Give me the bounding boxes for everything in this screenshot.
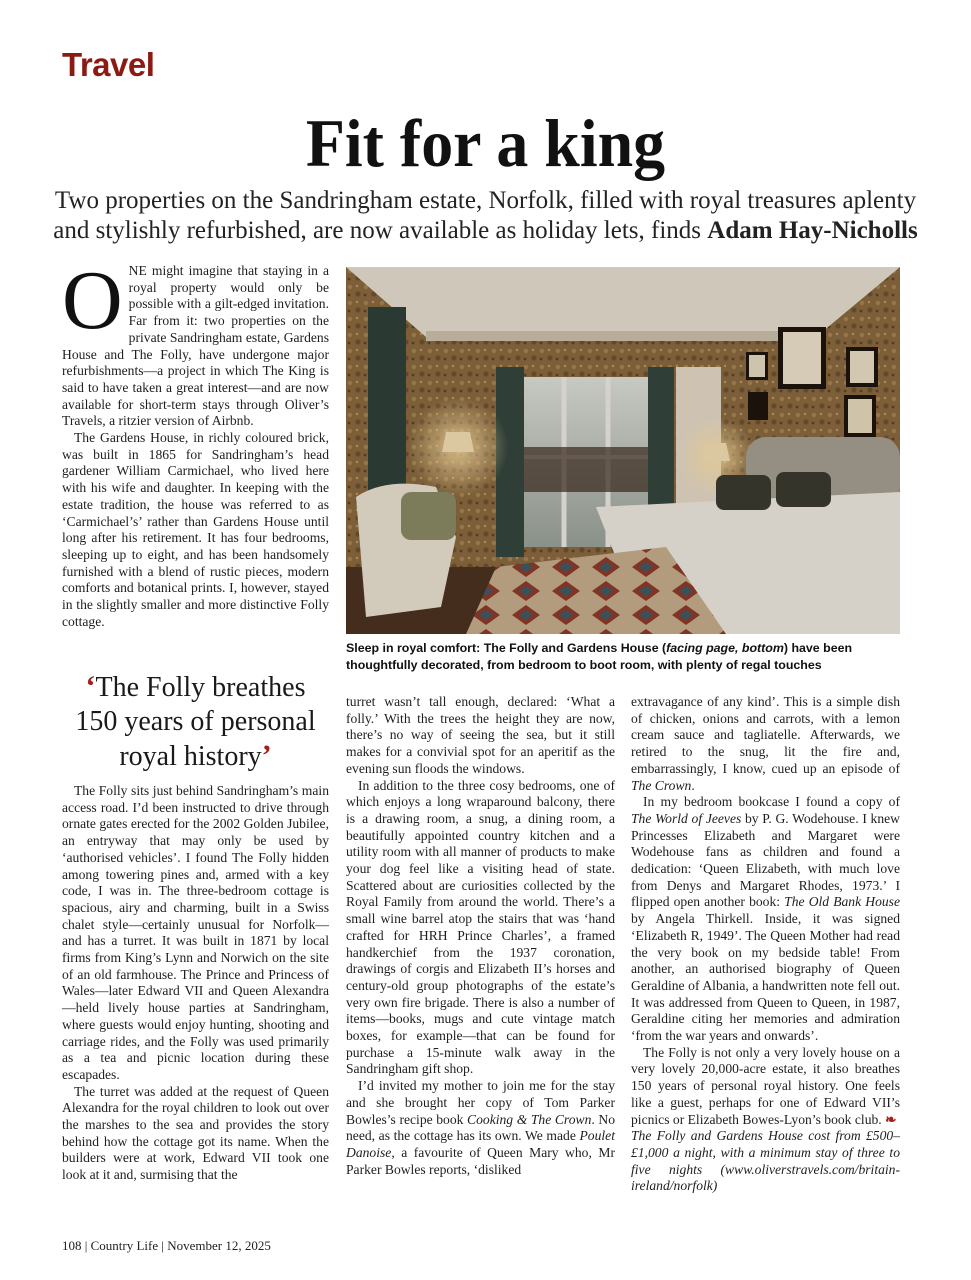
snug-paragraph [631, 694, 900, 794]
page-footer: 108 | Country Life | November 12, 2025 [62, 1238, 271, 1253]
gardens-house-paragraph: The Gardens House, in richly coloured brick, was built in 1865 for Sandringham’s head gardener William Carmichael, who lived here with his wife and daughter. In keeping with the estate tradition, the house was referred to as ‘Carmichael’s’ rather than Gardens House until long after his retirement. It has four bedrooms, sleeping up to eight, and has been handsomely furnished with a blend of rustic pieces, modern comforts and botanical prints. I, however, stayed in the slightly smaller and more distinctive Folly cottage. [62, 430, 329, 629]
cooking-paragraph [346, 1078, 615, 1178]
text-run: extravagance of any kind’. This is a simple dish of chicken, onions and carrots, with a lemon cream sauce and tagliatelle. Afterwards, we retired to the snug, lit the fire and, embarrassingly, I know, cued up an episode of [631, 694, 900, 776]
standfirst [50, 186, 921, 246]
book-title: The Old Bank House [784, 894, 900, 910]
drop-cap: O [62, 254, 123, 347]
turret-paragraph: The turret was added at the request of Queen Alexandra for the royal children to look out over the marshes to the sea and provides the story behind how the cottage got its name. When the builders were at work, Edward VII took one look at it and, surmising that the [62, 1083, 329, 1183]
text-run: by Angela Thirkell. Inside, it was signed ‘Elizabeth R, 1949’. The Queen Mother had read the very book on my bedside table! From another, an authorised biography of Queen Geraldine of Albania, a handwritten note fell out. It was addressed from Queen to Queen, in 1987, Geraldine citing her memories and admiration ‘from the war years and onwards’. [631, 911, 900, 1044]
photo-caption [346, 640, 906, 674]
folly-location-paragraph: The Folly sits just behind Sandringham’s main access road. I’d been instructed to drive through ornate gates erected for the 2002 Golden Jubilee, an entryway that may only be used by ‘authorised vehicles’. I found The Folly hidden among towering pines and, armed with a key code, I was in. The three-bedroom cottage is spacious, airy and charming, built in a Swiss chalet style—certainly unusual for Norfolk—and has a turret. It was built in 1871 by local firms from King’s Lynn and Norwich on the site of an old farmhouse. The Prince and Princess of Wales—later Edward VII and Queen Alexandra—held lively house parties at Sandringham, where guests would enjoy hunting, shooting and carriage rides, and the Folly was used primarily as a tea and picnic location during these escapades. [62, 783, 329, 1082]
book-title: The World of Jeeves [631, 810, 742, 826]
text-run: by P. G. Wodehouse. I knew Princesses Elizabeth and Margaret were Wodehouse fans as children and found a dedication: ‘Queen Elizabeth, with much love from Denys and Margaret Rhodes, 1973.’ I flipped open another book: [631, 810, 900, 910]
pull-quote-text: The Folly breathes 150 years of personal royal history [75, 672, 316, 772]
text-run: In my bedroom bookcase I found a copy of [643, 794, 900, 810]
close-quote-mark: ’ [261, 739, 272, 772]
text-run: , a favourite of Queen Mary who, Mr Parker Bowles reports, ‘disliked [346, 1144, 615, 1177]
end-mark-icon: ❧ [885, 1111, 897, 1127]
intro-paragraph [62, 254, 329, 430]
text-run: . No need, as the cottage has its own. We made [346, 1111, 615, 1144]
standfirst-text: Two properties on the Sandringham estate, Norfolk, filled with royal treasures aplenty and stylishly refurbished, are now available as holiday lets, finds [53, 187, 917, 244]
byline: Adam Hay-Nicholls [707, 217, 918, 244]
folly-name-paragraph: turret wasn’t tall enough, declared: ‘What a folly.’ With the trees the height they are now, there’s no way of seeing the sea, but it still makes for a convivial spot for an aperitif as the evening sun floods the windows. [346, 694, 615, 776]
headline: Fit for a king [305, 105, 666, 181]
intro-text: NE might imagine that staying in a royal property would only be possible with a gilt-edged invitation. Far from it: two properties on the private Sandringham estate, Gardens House and The Folly, have undergone major refurbishments—a project in which The King is said to have taken a great interest—and are now available for short-term stays through Oliver’s Travels, a ritzier version of Airbnb. [62, 263, 329, 429]
text-run: The Folly is not only a very lovely house on a very lovely 20,000-acre estate, it also breathes 150 years of personal royal history. One feels like a guest, perhaps for one of Edward VII’s picnics or Elizabeth Bowes-Lyon’s book club. [631, 1044, 900, 1127]
booking-info: The Folly and Gardens House cost from £500–£1,000 a night, with a minimum stay of three to five nights (www.oliverstravels.com/britain-ireland/norfolk) [631, 1128, 900, 1194]
bookcase-paragraph [631, 794, 900, 1045]
pull-quote [62, 670, 329, 774]
section-label: Travel [62, 46, 155, 83]
text-run: I’d invited my mother to join me for the stay and she brought her copy of Tom Parker Bowles’s recipe book [346, 1078, 615, 1127]
closing-paragraph [631, 1045, 900, 1129]
rooms-paragraph: In addition to the three cosy bedrooms, one of which enjoys a long wraparound balcony, there is a drawing room, a snug, a dining room, a beautifully appointed country kitchen and a utility room with all manner of products to make your dog feel like a visiting head of state. Scattered about are curiosities collected by the Royal Family from around the world. There’s a small wine barrel atop the stairs that was ‘hand crafted for HRH Prince Charles’, a framed handkerchief from the 1937 coronation, drawings of corgis and Elizabeth II’s horses and century-old group photographs of the estate’s very own fire brigade. There is also a number of items—books, mugs and cute vintage match boxes, for example—that can be found for purchase a 15-minute walk away in the Sandringham gift shop. [346, 777, 615, 1077]
show-title: The Crown [631, 777, 692, 793]
text-run: . [691, 777, 695, 793]
bedroom-photo [346, 267, 900, 634]
caption-italic: facing page, bottom [666, 641, 784, 655]
caption-text: Sleep in royal comfort: The Folly and Gardens House ( [346, 641, 667, 655]
column-3 [631, 694, 900, 1195]
open-quote-mark: ‘ [85, 670, 96, 703]
column-2 [346, 694, 615, 1178]
dish-name: Poulet Danoise [346, 1128, 615, 1160]
intro-column [62, 254, 329, 630]
column-1 [62, 783, 329, 1184]
caption-text-end: ) have been thoughtfully decorated, from bedroom to boot room, with plenty of regal touches [346, 641, 853, 672]
book-title: Cooking & The Crown [467, 1111, 592, 1127]
